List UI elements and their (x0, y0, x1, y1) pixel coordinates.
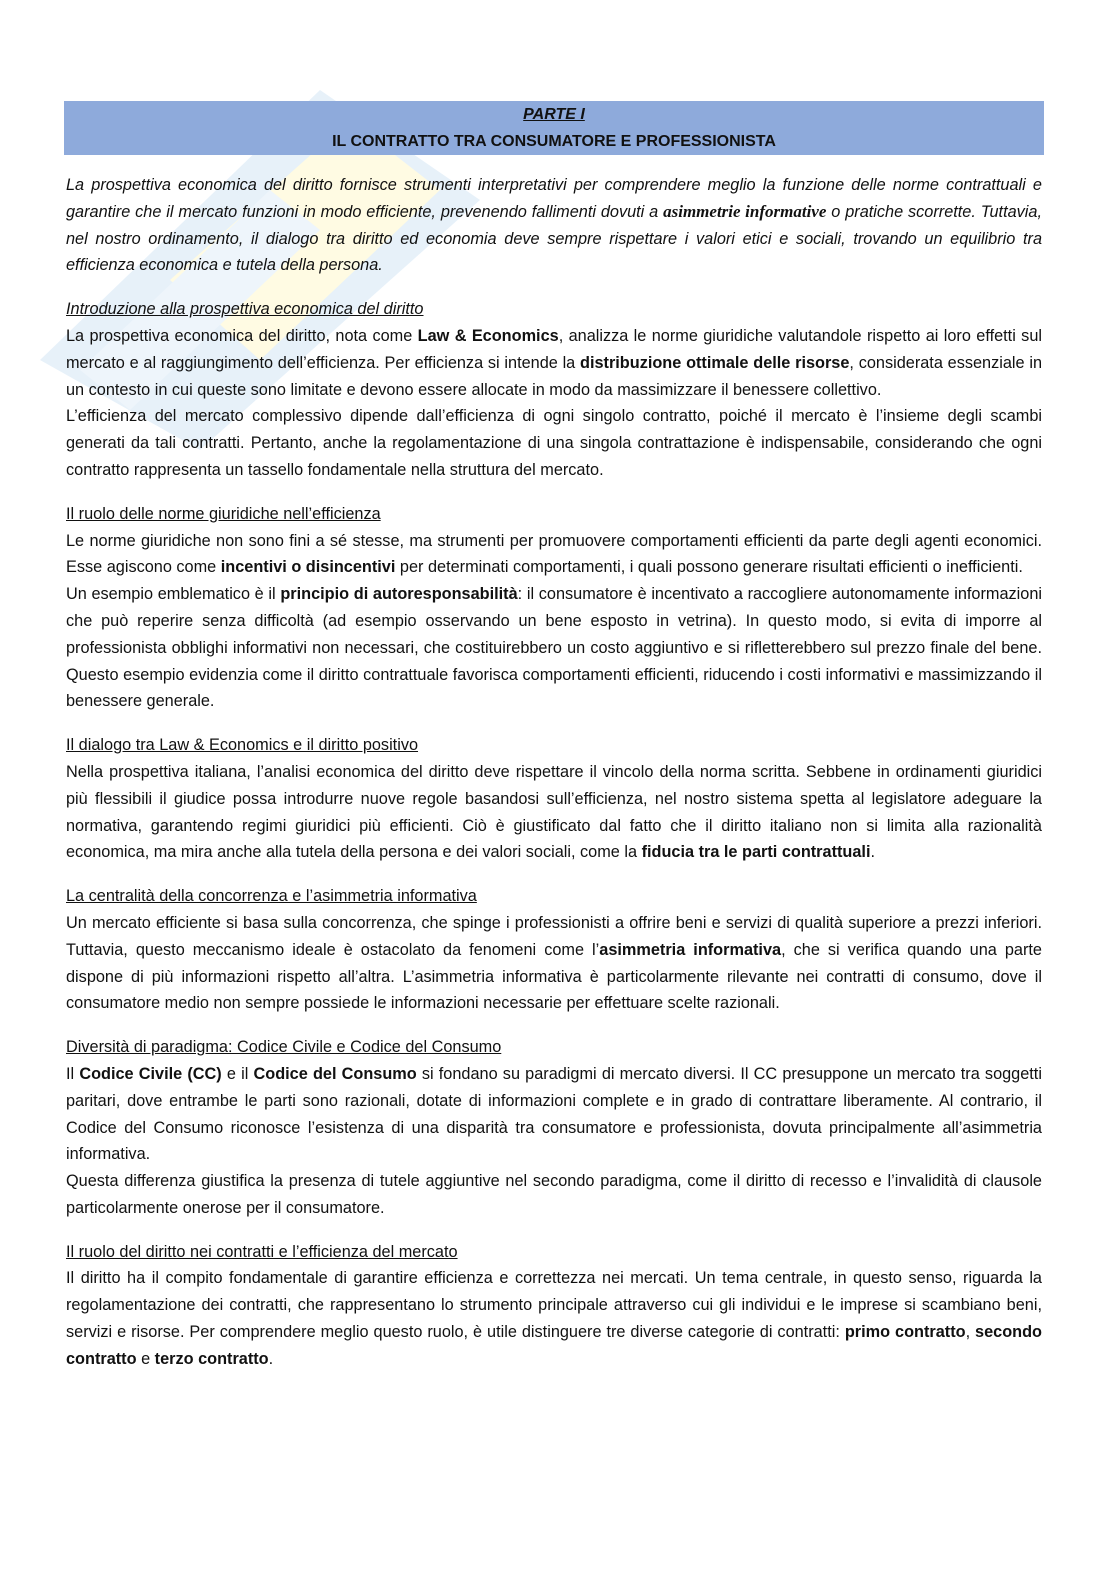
bold-text: asimmetrie informative (663, 201, 827, 221)
bold-text: Codice Civile (CC) (79, 1064, 222, 1083)
text-run: Il (66, 1064, 80, 1083)
text-run: Il diritto ha il compito fondamentale di garantire efficienza e correttezza nei mercati. Un tema centrale, in questo senso, riguarda la regolamentazione dei contratti, che rappresentano lo strumento principale attraverso cui gli individui e le imprese si scambiano beni, servizi e risorse. Per comprendere meglio questo ruolo, è utile distinguere tre diverse categorie di contratti: (66, 1269, 1042, 1342)
text-run: Nella prospettiva italiana, l’analisi economica del diritto deve rispettare il vincolo della norma scritta. Sebbene in ordinamenti giuridici più flessibili il giudice possa introdurre nuove regole basandosi sull’efficienza, nel nostro sistema spetta al legislatore adeguare la normativa, garantendo regimi giuridici più efficienti. Ciò è giustificato dal fatto che il diritto italiano non si limita alla razionalità economica, ma mira anche alla tutela della persona e dei valori sociali, come la (66, 762, 1042, 862)
bold-text: fiducia tra le parti contrattuali (641, 843, 871, 862)
bold-text: Law & Economics (417, 326, 559, 345)
text-run: , analizza le norme giuridiche valutandole rispetto ai loro effetti sul mercato e al raggiungimento dell’efficienza. Per efficienza si intende la (66, 326, 1042, 372)
text-run: si fondano su paradigmi di mercato diversi. Il CC presuppone un mercato tra soggetti paritari, dove entrambe le parti sono razionali, dotate di informazioni complete e in grado di contrattare liberamente. Al contrario, il Codice del Consumo riconosce l’esistenza di una disparità tra consumatore e professionista, dovuta principalmente all’asimmetria informativa. (66, 1064, 1042, 1164)
section (66, 1034, 1042, 1222)
text-run: L’efficienza del mercato complessivo dipende dall’efficienza di ogni singolo contratto, poiché il mercato è l’insieme degli scambi generati da tali contratti. Pertanto, anche la regolamentazione di una singola contrattazione è indispensabile, considerando che ogni contratto rappresenta un tassello fondamentale nella struttura del mercato. (66, 407, 1042, 479)
bold-text: primo contratto (844, 1323, 966, 1342)
text-run: : il consumatore è incentivato a raccogliere autonomamente informazioni che può reperire senza difficoltà (ad esempio osservando un bene esposto in vetrina). In questo modo, si evita di imporre al professionista obblighi informativi non necessari, che costituirebbero un costo aggiuntivo e si rifletterebbero sul prezzo finale del bene. Questo esempio evidenzia come il diritto contrattuale favorisca comportamenti efficienti, riducendo i costi informativi e massimizzando il benessere generale. (66, 585, 1042, 711)
section (66, 732, 1042, 866)
part-header (64, 101, 1044, 155)
bold-text: terzo contratto (154, 1349, 269, 1368)
text-run: e il (221, 1064, 254, 1083)
text-run: per determinati comportamenti, i quali possono generare risultati efficienti o inefficienti. (395, 558, 1023, 577)
bold-text: Codice del Consumo (253, 1064, 417, 1083)
part-title: IL CONTRATTO TRA CONSUMATORE E PROFESSIONISTA (332, 133, 776, 150)
intro-paragraph (66, 172, 1042, 279)
text-run: La prospettiva economica del diritto, nota come (66, 326, 418, 345)
text-run: Questa differenza giustifica la presenza di tutele aggiuntive nel secondo paradigma, come il diritto di recesso e l’invalidità di clausole particolarmente onerose per il consumatore. (66, 1172, 1042, 1217)
section-heading: Il ruolo del diritto nei contratti e l’efficienza del mercato (66, 1242, 458, 1261)
text-run: Le norme giuridiche non sono fini a sé stesse, ma strumenti per promuovere comportamenti efficienti da parte degli agenti economici. Esse agiscono come (66, 531, 1042, 577)
text-run: , considerata essenziale in un contesto in cui queste sono limitate e devono essere allocate in modo da massimizzare il benessere collettivo. (66, 353, 1042, 399)
body-paragraph (66, 581, 1042, 715)
section (66, 501, 1042, 715)
body-paragraph (66, 1061, 1042, 1168)
bold-text: principio di autoresponsabilità (280, 585, 518, 604)
text-run: Un esempio emblematico è il (66, 585, 281, 604)
section-heading: La centralità della concorrenza e l’asimmetria informativa (66, 887, 477, 906)
text-run: La prospettiva economica del diritto fornisce strumenti interpretativi per comprendere meglio la funzione delle norme contrattuali e garantire che il mercato funzioni in modo efficiente, prevenendo fallimenti dovuti a (66, 176, 1042, 221)
body-paragraph (66, 528, 1042, 582)
body-paragraph (66, 910, 1042, 1017)
text-run: o pratiche scorrette. Tuttavia, nel nostro ordinamento, il dialogo tra diritto ed economia deve sempre rispettare i valori etici e sociali, trovando un equilibrio tra efficienza economica e tutela della persona. (66, 202, 1042, 275)
section-heading: Introduzione alla prospettiva economica del diritto (66, 300, 424, 319)
section-heading: Il dialogo tra Law & Economics e il diritto positivo (66, 736, 419, 755)
body-paragraph (66, 1265, 1042, 1372)
section (66, 883, 1042, 1017)
text-run: , che si verifica quando una parte dispone di più informazioni rispetto all’altra. L’asimmetria informativa è particolarmente rilevante nei contratti di consumo, dove il consumatore medio non sempre possiede le informazioni necessarie per effettuare scelte razionali. (66, 940, 1042, 1013)
section-heading: Diversità di paradigma: Codice Civile e Codice del Consumo (66, 1038, 502, 1057)
body-paragraph (66, 759, 1042, 866)
bold-text: asimmetria informativa (599, 940, 782, 959)
section-heading: Il ruolo delle norme giuridiche nell’efficienza (66, 504, 381, 523)
bold-text: incentivi o disincentivi (220, 558, 396, 577)
text-run: Un mercato efficiente si basa sulla concorrenza, che spinge i professionisti a offrire beni e servizi di qualità superiore a prezzi inferiori. Tuttavia, questo meccanismo ideale è ostacolato da fenomeni come l’ (66, 913, 1042, 959)
body-paragraph (66, 1168, 1042, 1222)
body-paragraph (66, 403, 1042, 483)
bold-text: secondo contratto (66, 1323, 1042, 1368)
text-run: , (965, 1323, 976, 1342)
section (66, 1239, 1042, 1373)
text-run: e (136, 1349, 155, 1368)
part-label: PARTE I (523, 106, 585, 123)
text-run: . (268, 1349, 274, 1368)
document-body (66, 172, 1042, 1373)
section (66, 296, 1042, 484)
text-run: . (870, 843, 875, 862)
bold-text: distribuzione ottimale delle risorse (580, 353, 850, 372)
body-paragraph (66, 323, 1042, 403)
